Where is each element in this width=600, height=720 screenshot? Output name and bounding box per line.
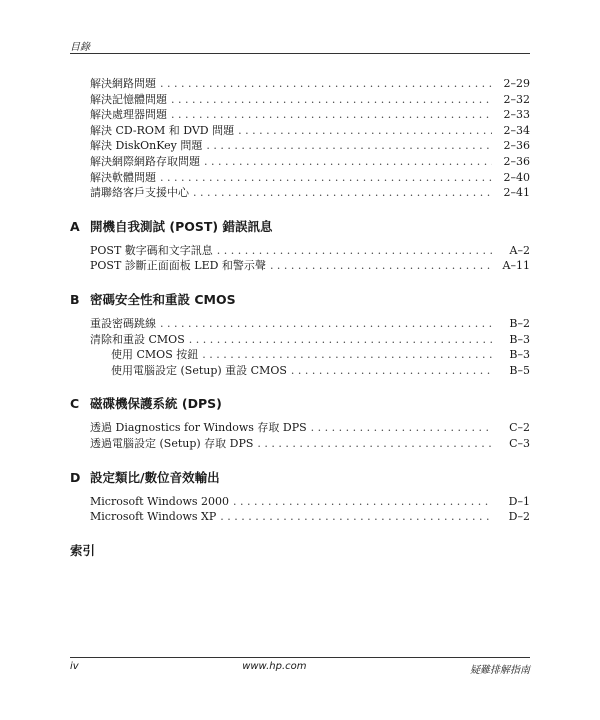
section-letter: C <box>70 396 80 412</box>
appendix-section <box>70 217 530 274</box>
toc-entry-title: Microsoft Windows 2000 <box>90 494 230 508</box>
toc-entry[interactable] <box>90 154 530 170</box>
toc-entry-title: 解決 CD-ROM 和 DVD 問題 <box>90 123 235 137</box>
toc-entry-page: 2–41 <box>503 186 530 200</box>
toc-entry-page: A–2 <box>509 243 530 257</box>
toc-entry-title: Microsoft Windows XP <box>90 510 217 524</box>
toc-entry-title: POST 診斷正面面板 LED 和警示聲 <box>90 259 266 273</box>
toc-entry-page: 2–36 <box>503 154 530 168</box>
toc-entry-page: 2–29 <box>503 77 530 90</box>
dot-leader <box>171 92 492 108</box>
toc-entry[interactable] <box>90 258 530 274</box>
toc-entry-page: B–5 <box>509 363 530 377</box>
toc-entry[interactable] <box>90 123 530 139</box>
toc-entry-title: 透過電腦設定 (Setup) 存取 DPS <box>90 436 254 450</box>
toc-entry[interactable] <box>111 347 530 363</box>
footer-website: www.hp.com <box>242 661 307 672</box>
dot-leader <box>160 170 492 186</box>
toc-entry[interactable] <box>90 76 530 92</box>
dot-leader <box>270 258 492 274</box>
toc-entry-page: D–2 <box>508 510 530 524</box>
toc-entry-page: 2–34 <box>503 123 530 137</box>
header-rule <box>70 53 530 54</box>
section-title: 開機自我測試 (POST) 錯誤訊息 <box>90 218 273 234</box>
dot-leader <box>160 316 492 332</box>
toc-entry[interactable] <box>90 243 530 259</box>
index-heading[interactable]: 索引 <box>70 542 96 558</box>
footer-page-number: iv <box>70 661 79 672</box>
page-footer <box>70 661 530 676</box>
toc-entry-page: C–3 <box>509 436 530 450</box>
toc-entry-title: 使用 CMOS 按鈕 <box>111 348 199 362</box>
toc-entry[interactable] <box>90 509 530 525</box>
toc-entry[interactable] <box>90 420 530 436</box>
toc-entry-title: 解決記憶體問題 <box>90 92 167 106</box>
toc-entry[interactable] <box>111 363 530 379</box>
section-letter: A <box>70 218 80 234</box>
toc-entry-title: 重設密碼跳線 <box>90 316 156 330</box>
section-title: 密碼安全性和重設 CMOS <box>90 291 236 307</box>
toc-entry-page: B–3 <box>509 332 530 346</box>
toc-entry-page: D–1 <box>508 494 530 508</box>
intro-entry-list <box>70 76 530 201</box>
toc-entry-title: 清除和重設 CMOS <box>90 332 185 346</box>
dot-leader <box>206 138 492 154</box>
section-heading[interactable] <box>70 468 530 486</box>
dot-leader <box>204 154 492 170</box>
toc-entry[interactable] <box>90 436 530 452</box>
dot-leader <box>217 243 492 259</box>
toc-entry-title: POST 數字碼和文字訊息 <box>90 243 213 257</box>
toc-entry[interactable] <box>90 107 530 123</box>
toc-entry[interactable] <box>90 170 530 186</box>
section-title: 磁碟機保護系統 (DPS) <box>90 396 222 412</box>
dot-leader <box>233 494 492 510</box>
toc-entry-title: 解決處理器問題 <box>90 108 167 122</box>
dot-leader <box>160 76 492 92</box>
toc-entry[interactable] <box>90 332 530 348</box>
section-heading[interactable] <box>70 217 530 235</box>
toc-entry-title: 解決網際網路存取問題 <box>90 154 200 168</box>
footer-rule <box>70 657 530 658</box>
section-heading[interactable] <box>70 290 530 308</box>
dot-leader <box>311 420 492 436</box>
dot-leader <box>291 363 492 379</box>
toc-entry-page: B–2 <box>509 316 530 330</box>
dot-leader <box>202 347 492 363</box>
dot-leader <box>220 509 492 525</box>
appendix-section <box>70 394 530 451</box>
dot-leader <box>257 436 492 452</box>
footer-guide-title: 疑難排解指南 <box>470 665 530 676</box>
toc-entry-title: 解決軟體問題 <box>90 170 156 184</box>
toc-entry-title: 使用電腦設定 (Setup) 重設 CMOS <box>111 363 287 377</box>
running-head: 目錄 <box>70 42 90 53</box>
dot-leader <box>238 123 492 139</box>
toc-entry-title: 解決網路問題 <box>90 77 156 90</box>
toc-entry[interactable] <box>90 494 530 510</box>
toc-entry-title: 解決 DiskOnKey 問題 <box>90 139 203 153</box>
toc-entry[interactable] <box>90 316 530 332</box>
appendix-section <box>70 468 530 525</box>
toc-content <box>70 76 530 559</box>
section-letter: D <box>70 469 81 485</box>
toc-entry[interactable] <box>90 92 530 108</box>
toc-entry[interactable] <box>90 138 530 154</box>
toc-entry-page: 2–40 <box>503 170 530 184</box>
toc-entry-page: 2–36 <box>503 139 530 153</box>
toc-entry-title: 請聯絡客戶支援中心 <box>90 186 189 200</box>
toc-entry[interactable] <box>90 185 530 201</box>
section-heading[interactable] <box>70 394 530 412</box>
dot-leader <box>193 185 492 201</box>
toc-entry-title: 透過 Diagnostics for Windows 存取 DPS <box>90 421 307 435</box>
toc-entry-page: 2–32 <box>503 92 530 106</box>
toc-entry-page: 2–33 <box>503 108 530 122</box>
dot-leader <box>189 332 492 348</box>
section-letter: B <box>70 291 80 307</box>
appendix-section <box>70 290 530 378</box>
dot-leader <box>171 107 492 123</box>
section-title: 設定類比/數位音效輸出 <box>90 469 220 485</box>
appendix-sections <box>70 217 530 525</box>
toc-entry-page: A–11 <box>502 259 530 273</box>
toc-entry-page: C–2 <box>509 421 530 435</box>
toc-entry-page: B–3 <box>509 348 530 362</box>
